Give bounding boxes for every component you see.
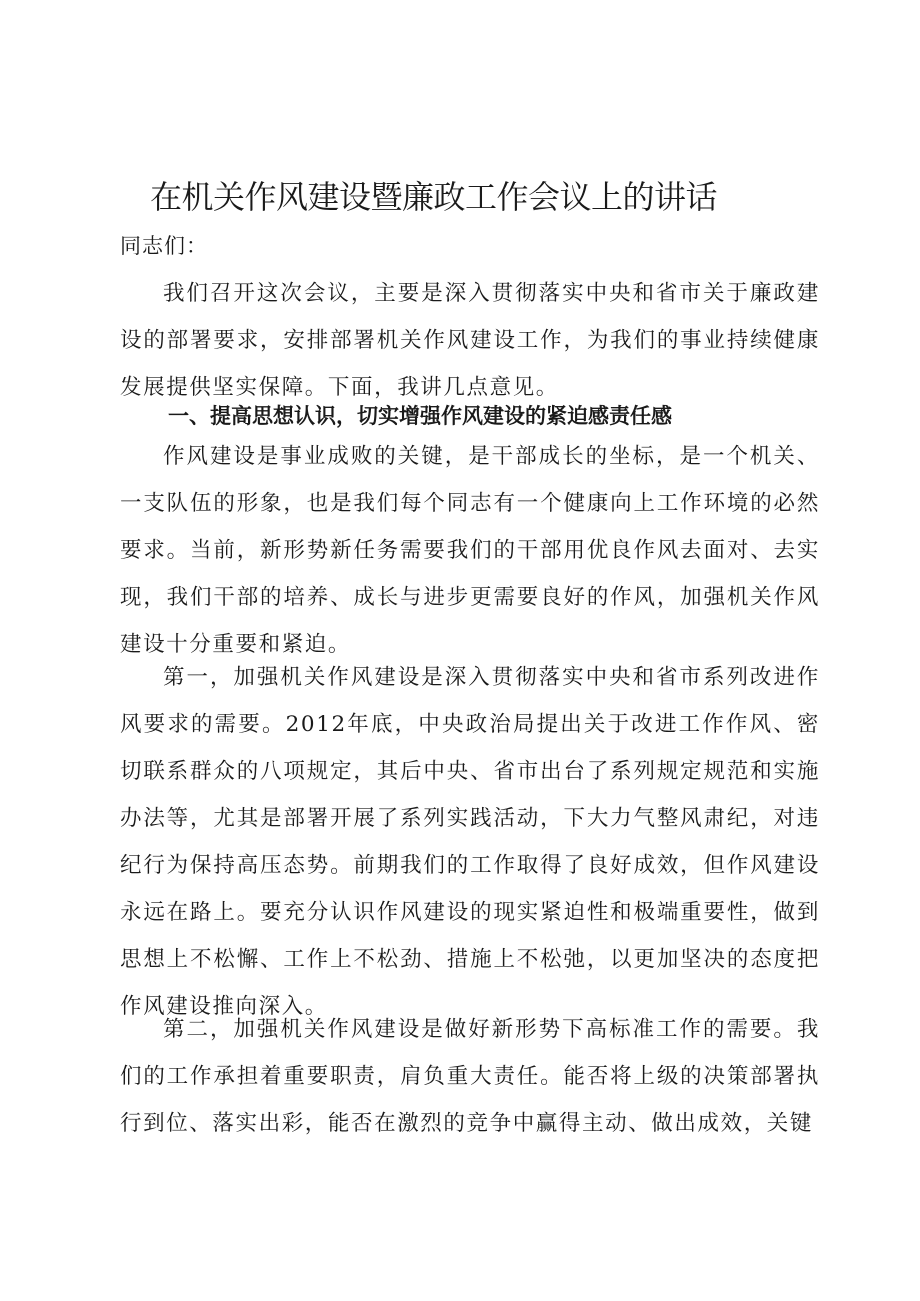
- salutation: 同志们：: [120, 234, 208, 258]
- paragraph-intro: 我们召开这次会议，主要是深入贯彻落实中央和省市关于廉政建设的部署要求，安排部署机关作风建设工作，为我们的事业持续健康发展提供坚实保障。下面，我讲几点意见。: [120, 281, 820, 400]
- paragraph-first-point: 第一，加强机关作风建设是深入贯彻落实中央和省市系列改进作风要求的需要。2012年底，中央政治局提出关于改进工作作风、密切联系群众的八项规定，其后中央、省市出台了系列规定规范和实施办法等，尤其是部署开展了系列实践活动，下大力气整风肃纪，对违纪行为保持高压态势。前期我们的工作取得了良好成效，但作风建设永远在路上。要充分认识作风建设的现实紧迫性和极端重要性，做到思想上不松懈、工作上不松劲、措施上不松弛，以更加坚决的态度把作风建设推向深入。: [120, 665, 820, 1019]
- paragraph-section1-lead: 作风建设是事业成败的关键，是干部成长的坐标，是一个机关、一支队伍的形象，也是我们每个同志有一个健康向上工作环境的必然要求。当前，新形势新任务需要我们的干部用优良作风去面对、去实现，我们干部的培养、成长与进步更需要良好的作风，加强机关作风建设十分重要和紧迫。: [120, 444, 820, 657]
- paragraph-second-point: 第二，加强机关作风建设是做好新形势下高标准工作的需要。我们的工作承担着重要职责，肩负重大责任。能否将上级的决策部署执行到位、落实出彩，能否在激烈的竞争中赢得主动、做出成效，关键: [120, 1017, 820, 1136]
- section-heading-1: 一、提高思想认识，切实增强作风建设的紧迫感责任感: [168, 404, 672, 428]
- document-title: 在机关作风建设暨廉政工作会议上的讲话: [150, 178, 718, 216]
